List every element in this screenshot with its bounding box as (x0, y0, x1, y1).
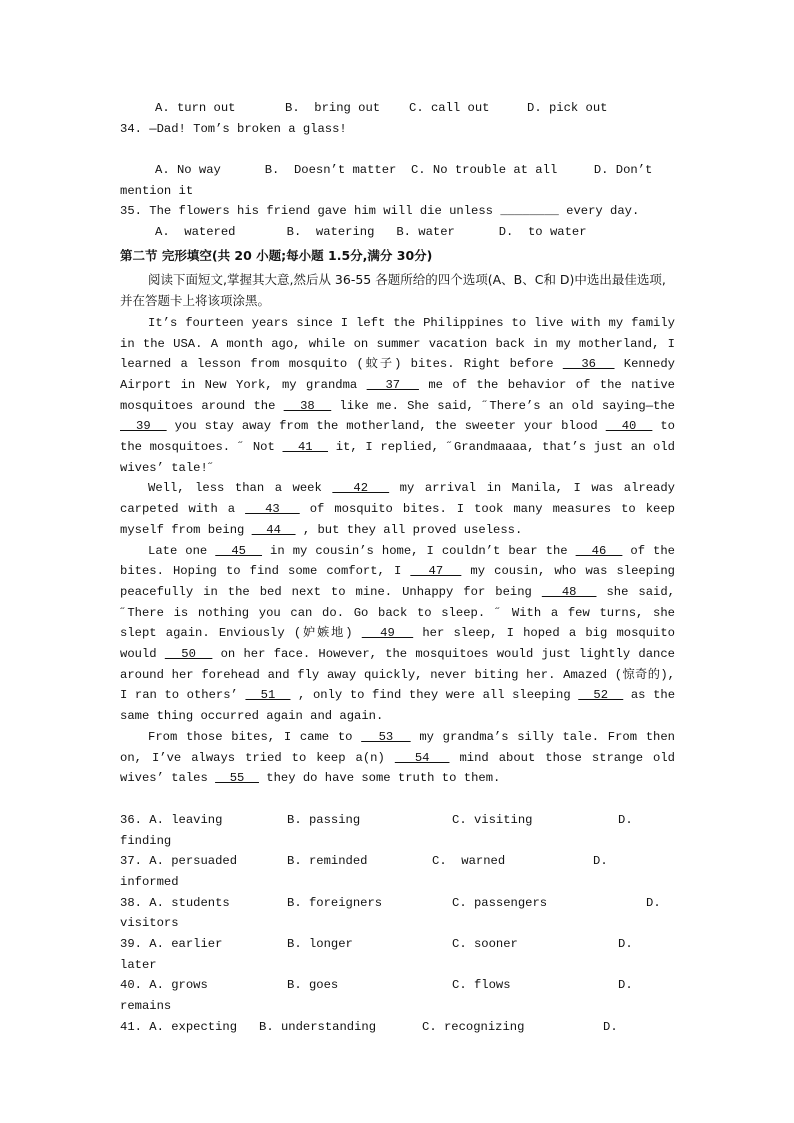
q33-option-b: B. bring out (285, 101, 381, 115)
blank-40: 40 (605, 419, 653, 434)
question-38 (120, 893, 675, 934)
question-36 (120, 810, 675, 851)
blank-54: 54 (394, 750, 450, 765)
option-b: B. passing (287, 812, 361, 827)
option-c: C. recognizing (422, 1019, 525, 1034)
blank-36: 36 (562, 357, 615, 372)
passage-paragraph-4: From those bites, I came to 53 my grandma’s silly tale. From then on, I’ve always tried to keep a(n) 54 mind about those strange old wives’ tales 55 they do have some truth to them. (120, 729, 675, 786)
blank-52: 52 (578, 688, 624, 703)
passage-paragraph-3: Late one 45 in my cousin’s home, I couldn’t bear the 46 of the bites. Hoping to find some comfort, I 47 my cousin, who was sleeping peacefully in the bed next to mine. Unhappy for being 48 she said, ˝There is nothing you can do. Go back to sleep. ˝ With a few turns, she slept again. Enviously (妒嫉地) 49 her sleep, I hoped a big mosquito would 50 on her face. However, the mosquitoes would just lightly dance around her forehead and fly away quickly, never biting her. Amazed (惊奇的), I ran to others’ 51 , only to find they were all sleeping 52 as the same thing occurred again and again. (120, 543, 676, 724)
option-d-text: remains (120, 999, 172, 1014)
q34-reply (120, 139, 675, 160)
blank-41: 41 (282, 440, 329, 455)
blank-45: 45 (215, 543, 263, 558)
option-b: B. goes (287, 978, 339, 993)
q33-options (120, 98, 675, 119)
q34-stem: 34. —Dad! Tom’s broken a glass! (120, 121, 347, 136)
passage-paragraph-1: It’s fourteen years since I left the Philippines to live with my family in the USA. A month ago, while on summer vacation back in my motherland, I learned a lesson from mosquito (蚊子) bites. Right before 36 Kennedy Airport in New York, my grandma 37 me of the behavior of the native mosquitoes around the 38 like me. She said, ˝There’s an old saying—the 39 you stay away from the motherland, the sweeter your blood 40 to the mosquitoes. ˝ Not 41 it, I replied, ˝Grandmaaaa, that’s just an old wives’ tale!˝ (120, 315, 675, 475)
option-d: D. (646, 895, 661, 910)
question-37 (120, 851, 675, 892)
spacer (120, 789, 675, 810)
blank-48: 48 (541, 584, 597, 599)
blank-42: 42 (332, 481, 390, 496)
blank-47: 47 (410, 564, 462, 579)
option-d: D. (603, 1019, 618, 1034)
q35-options: A. watered B. watering B. water D. to water (155, 225, 587, 240)
option-a: 37. A. persuaded (120, 854, 238, 869)
option-c: C. flows (452, 978, 511, 993)
option-d-text: finding (120, 833, 172, 848)
exam-page (120, 98, 675, 1038)
blank-55: 55 (215, 771, 259, 786)
option-d: D. (593, 854, 608, 869)
blank-50: 50 (164, 647, 213, 662)
blank-49: 49 (361, 626, 414, 641)
option-d: D. (618, 937, 633, 952)
section-heading: 第二节 完形填空(共 20 小题;每小题 1.5分,满分 30分) (120, 247, 433, 263)
blank-53: 53 (361, 729, 411, 744)
option-d-text: later (120, 957, 157, 972)
q33-option-a: A. turn out (155, 101, 236, 115)
option-a: 40. A. grows (120, 978, 208, 993)
blank-38: 38 (283, 398, 332, 413)
option-a: 39. A. earlier (120, 937, 223, 952)
option-d: D. (618, 812, 633, 827)
q33-option-d: D. pick out (527, 101, 608, 115)
section-instruction: 阅读下面短文,掌握其大意,然后从 36-55 各题所给的四个选项(A、B、C和 D)中选出最佳选项,并在答题卡上将该项涂黑。 (120, 271, 666, 308)
blank-51: 51 (245, 688, 291, 703)
option-b: B. longer (287, 937, 353, 952)
question-40 (120, 975, 675, 1016)
q34-options: A. No way B. Doesn’t matter C. No trouble at all D. Don’t (155, 163, 653, 178)
q35-stem-b: every day. (558, 204, 640, 219)
option-b: B. reminded (287, 854, 368, 869)
blank-44: 44 (251, 522, 296, 537)
blank-39: 39 (120, 419, 167, 434)
option-c: C. visiting (452, 812, 533, 827)
option-c: C. passengers (452, 895, 548, 910)
question-41 (120, 1017, 675, 1038)
blank-37: 37 (366, 377, 419, 392)
option-d-text: informed (120, 875, 179, 890)
question-list (120, 810, 675, 1038)
option-c: C. sooner (452, 937, 518, 952)
option-a: 41. A. expecting (120, 1019, 238, 1034)
passage-paragraph-2: Well, less than a week 42 my arrival in Manila, I was already carpeted with a 43 of mosquito bites. I took many measures to keep myself from being 44 , but they all proved useless. (120, 481, 675, 537)
option-c: C. warned (432, 854, 506, 869)
q35-stem-a: 35. The flowers his friend gave him will die unless (120, 204, 501, 219)
q35-stem (120, 201, 675, 222)
blank-43: 43 (245, 502, 300, 517)
q35-blank: ________ (500, 204, 559, 219)
option-a: 36. A. leaving (120, 812, 223, 827)
blank-46: 46 (575, 543, 623, 558)
option-d: D. (618, 978, 633, 993)
option-a: 38. A. students (120, 895, 230, 910)
question-39 (120, 934, 675, 975)
q34-options-cont: mention it (120, 183, 194, 198)
option-b: B. foreigners (287, 895, 383, 910)
option-d-text: visitors (120, 916, 179, 931)
option-b: B. understanding (259, 1019, 377, 1034)
q33-option-c: C. call out (409, 101, 490, 115)
